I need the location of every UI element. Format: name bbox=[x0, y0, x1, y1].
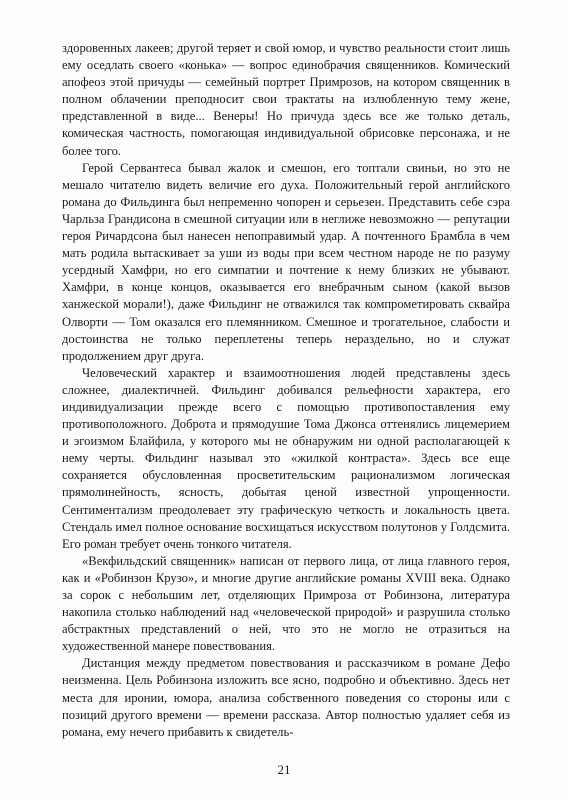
page-number: 21 bbox=[277, 762, 291, 777]
paragraph-3: Человеческий характер и взаимоотношения людей представлены здесь сложнее, диалектичней. Фильдинг добивался рельефности характера, его индивидуализации прежде всего с помощью противопоставления ему противоположного. Доброта и прямодушие Тома Джонса оттенялись лицемерием и эгоизмом Блайфила, у которого мы не обнаружим ни одной располагающей к нему черты. Фильдинг называл это «жилкой контраста». Здесь все еще сохраняется обусловленная просветительским рационализмом логическая прямолинейность, ясность, добытая ценой известной упрощенности. Сентиментализм преодолевает эту графическую четкость и локальность цвета. Стендаль имел полное основание восхищаться искусством полутонов у Голдсмита. Его роман требует очень тонкого читателя. bbox=[62, 365, 510, 551]
paragraph-2: Герой Сервантеса бывал жалок и смешон, его топтали свиньи, но это не мешало читателю видеть величие его духа. Положительный герой английского романа до Фильдинга был непременно чопорен и серьезен. Представить себе сэра Чарльза Грандисона в смешной ситуации или в неглиже невозможно — репутации героя Ричардсона был нанесен непоправимый удар. А почтенного Брамбла в чем мать родила вытаскивает за уши из воды при всем честном народе не по разуму усердный Хамфри, но его симпатии и почтение к нему близких не убывают. Хамфри, в конце концов, оказывается его внебрачным сыном (какой вызов ханжеской морали!), даже Фильдинг не отважился так компрометировать сквайра Олворти — Том оказался его племянником. Смешное и трогательное, слабости и достоинства не только переплетены теперь нераздельно, но и служат продолжением друг друга. bbox=[62, 160, 510, 363]
body-text bbox=[62, 40, 510, 741]
paragraph-4: «Векфильдский священник» написан от первого лица, от лица главного героя, как и «Робинзон Крузо», и многие другие английские романы XVIII века. Однако за сорок с небольшим лет, отделяющих Примроза от Робинзона, литература накопила столько наблюдений над «человеческой природой» и разрушила столько абстрактных представлений о ней, что это не могло не отразиться на художественной манере повествования. bbox=[62, 553, 510, 654]
paragraph-5: Дистанция между предметом повествования и рассказчиком в романе Дефо неизменна. Цель Робинзона изложить все ясно, подробно и объективно. Здесь нет места для иронии, юмора, анализа собственного поведения со стороны или с позиций другого времени — времени рассказа. Автор полностью удаляет себя из романа, ему нечего прибавить к свидетель- bbox=[62, 656, 510, 739]
paragraph-1: здоровенных лакеев; другой теряет и свой юмор, и чувство реальности стоит лишь ему оседлать своего «конька» — вопрос единобрачия священников. Комический апофеоз этой причуды — семейный портрет Примрозов, на котором священник в полном облачении преподносит свои трактаты на излюбленную тему жене, представленной в виде... Венеры! Но причуда здесь все же только деталь, комическая частность, помогающая индивидуальной обрисовке персонажа, и не более того. bbox=[62, 41, 510, 158]
